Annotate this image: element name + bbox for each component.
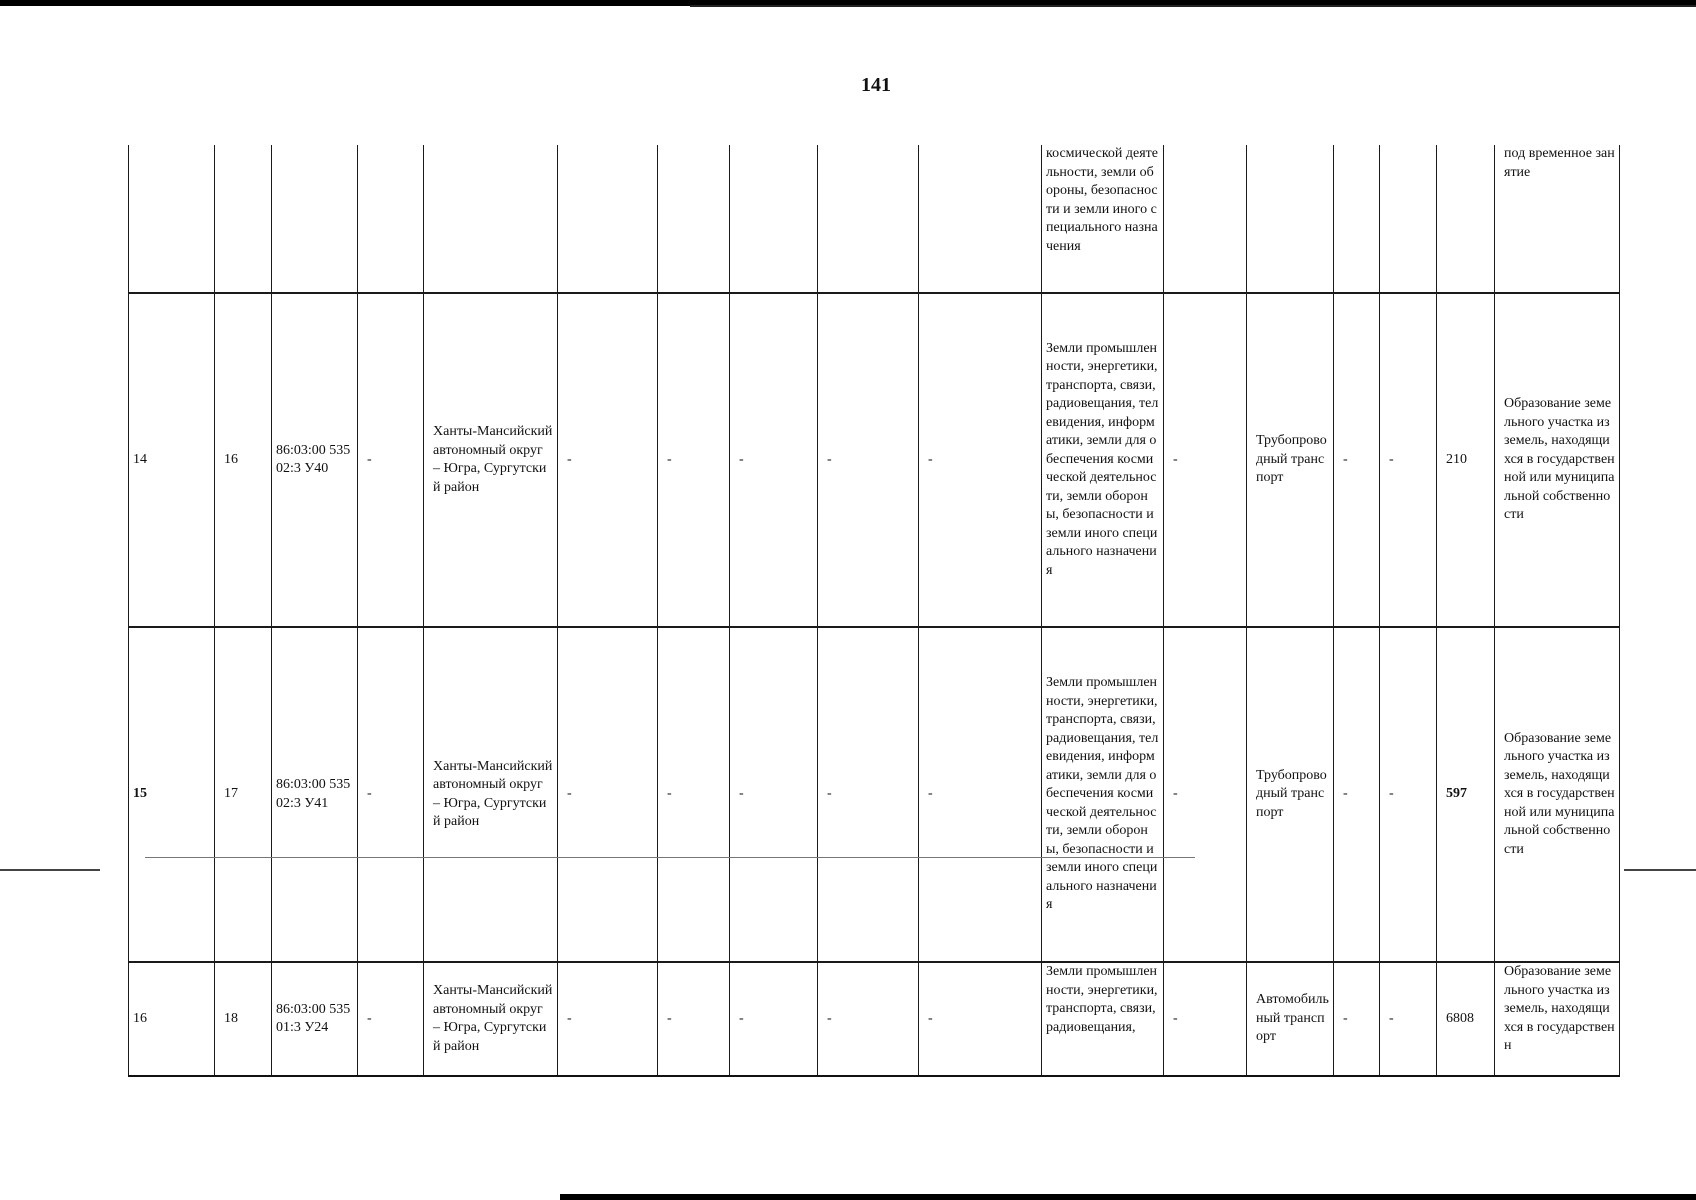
cell-c12: -	[1164, 293, 1247, 627]
cell-c15	[1380, 145, 1437, 293]
cell-c15: -	[1380, 293, 1437, 627]
cell-c7: -	[658, 962, 730, 1076]
cell-c9: -	[818, 627, 919, 962]
cell-c7: -	[658, 293, 730, 627]
scan-artifact-line-inner	[145, 857, 1195, 858]
cell-location	[424, 145, 558, 293]
land-plots-table	[128, 145, 1620, 1077]
cell-num: 16	[129, 962, 215, 1076]
cell-code: 16	[215, 293, 272, 627]
cell-c8: -	[730, 293, 818, 627]
cell-col4	[358, 145, 424, 293]
cell-area	[1437, 145, 1495, 293]
cell-land-category: Земли промышленности, энергетики, транспорта, связи, радиовещания, телевидения, информатики, земли для обеспечения космической деятельности, земли обороны, безопасности и земли иного специального назначения	[1042, 293, 1164, 627]
cell-location: Ханты-Мансийский автономный округ – Югра, Сургутский район	[424, 293, 558, 627]
cell-cadastral: 86:03:00 53502:3 У40	[272, 293, 358, 627]
cell-c9	[818, 145, 919, 293]
cell-code: 18	[215, 962, 272, 1076]
cell-c8: -	[730, 627, 818, 962]
scan-artifact-line-left	[0, 869, 100, 871]
cell-num: 14	[129, 293, 215, 627]
cell-permitted-use: Автомобильный транспорт	[1247, 962, 1334, 1076]
cell-c7: -	[658, 627, 730, 962]
cell-c14: -	[1334, 627, 1380, 962]
cell-code: 17	[215, 627, 272, 962]
cell-col4: -	[358, 962, 424, 1076]
cell-col4: -	[358, 293, 424, 627]
cell-c8: -	[730, 962, 818, 1076]
cell-land-category: Земли промышленности, энергетики, транспорта, связи, радиовещания, телевидения, информатики, земли для обеспечения космической деятельности, земли обороны, безопасности и земли иного специального назначения	[1042, 627, 1164, 962]
cell-c15: -	[1380, 962, 1437, 1076]
cell-c14: -	[1334, 293, 1380, 627]
cell-cadastral: 86:03:00 53501:3 У24	[272, 962, 358, 1076]
cell-cadastral	[272, 145, 358, 293]
page-number: 141	[861, 74, 891, 96]
table-row	[129, 627, 1620, 962]
cell-c10: -	[919, 627, 1042, 962]
cell-purpose: под временное занятие	[1495, 145, 1620, 293]
cell-col4: -	[358, 627, 424, 962]
scan-edge-top-shadow	[690, 5, 1696, 7]
table-row-continuation	[129, 145, 1620, 293]
cell-area: 6808	[1437, 962, 1495, 1076]
scan-artifact-line-right	[1624, 869, 1696, 871]
cell-area: 210	[1437, 293, 1495, 627]
cell-land-category: Земли промышленности, энергетики, транспорта, связи, радиовещания,	[1042, 962, 1164, 1076]
cell-permitted-use	[1247, 145, 1334, 293]
cell-purpose: Образование земельного участка из земель, находящихся в государственн	[1495, 962, 1620, 1076]
table-row	[129, 962, 1620, 1076]
cell-c12	[1164, 145, 1247, 293]
cell-location: Ханты-Мансийский автономный округ – Югра, Сургутский район	[424, 962, 558, 1076]
cell-c14: -	[1334, 962, 1380, 1076]
scan-edge-bottom	[560, 1194, 1696, 1200]
cell-c14	[1334, 145, 1380, 293]
table-row	[129, 293, 1620, 627]
cell-land-category: космической деятельности, земли обороны, безопасности и земли иного специального назначения	[1042, 145, 1164, 293]
cell-num	[129, 145, 215, 293]
cell-c12: -	[1164, 962, 1247, 1076]
cell-c6: -	[558, 962, 658, 1076]
cell-c6: -	[558, 293, 658, 627]
cell-c10: -	[919, 293, 1042, 627]
cell-c12: -	[1164, 627, 1247, 962]
cell-c6	[558, 145, 658, 293]
cell-code	[215, 145, 272, 293]
cell-c10	[919, 145, 1042, 293]
cell-num: 15	[129, 627, 215, 962]
cell-purpose: Образование земельного участка из земель, находящихся в государственной или муниципальной собственности	[1495, 627, 1620, 962]
cell-permitted-use: Трубопроводный транспорт	[1247, 293, 1334, 627]
cell-location: Ханты-Мансийский автономный округ – Югра, Сургутский район	[424, 627, 558, 962]
cell-permitted-use: Трубопроводный транспорт	[1247, 627, 1334, 962]
cell-cadastral: 86:03:00 53502:3 У41	[272, 627, 358, 962]
cell-area: 597	[1437, 627, 1495, 962]
cell-c7	[658, 145, 730, 293]
cell-c8	[730, 145, 818, 293]
cell-c9: -	[818, 293, 919, 627]
cell-c6: -	[558, 627, 658, 962]
cell-c10: -	[919, 962, 1042, 1076]
cell-c15: -	[1380, 627, 1437, 962]
cell-purpose: Образование земельного участка из земель, находящихся в государственной или муниципальной собственности	[1495, 293, 1620, 627]
cell-c9: -	[818, 962, 919, 1076]
